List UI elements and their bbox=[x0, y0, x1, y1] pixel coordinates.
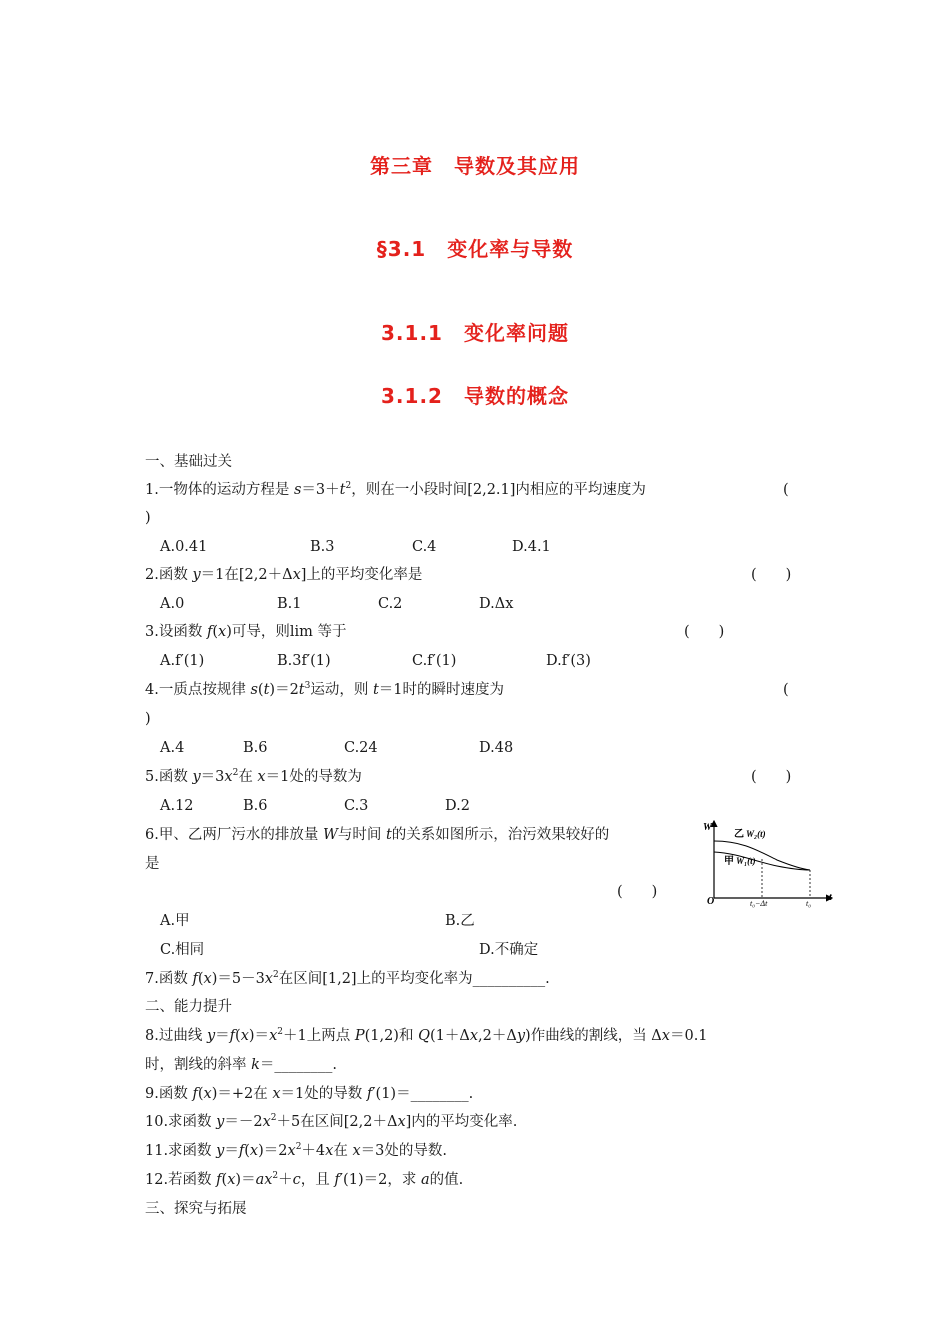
answer-paren-open: ( bbox=[783, 482, 789, 498]
answer-paren-open: ( bbox=[783, 682, 789, 698]
question-11: 11.求函数 $y=f(x)=2x^2+4x$在 x＝3处的导数. bbox=[145, 1142, 447, 1159]
option-d: D.不确定 bbox=[479, 942, 539, 958]
option-a: A.f′(1) bbox=[160, 653, 205, 669]
answer-paren: ( ) bbox=[751, 567, 792, 583]
question-4: 4.一质点按规律 $s(t)=2t^3$运动，则 t＝1时的瞬时速度为 bbox=[145, 681, 505, 698]
option-d: D.f′(3) bbox=[546, 653, 591, 669]
part-1-heading: 一、基础过关 bbox=[145, 454, 232, 470]
subsection-title-2: 3.1.2 导数的概念 bbox=[381, 384, 569, 408]
option-c: C.24 bbox=[344, 740, 378, 756]
answer-paren: ( ) bbox=[684, 624, 725, 640]
answer-paren: ( ) bbox=[751, 769, 792, 785]
option-c: C.2 bbox=[378, 596, 403, 612]
option-b: B.乙 bbox=[445, 913, 475, 929]
option-c: C.3 bbox=[344, 798, 369, 814]
section-title: §3.1 变化率与导数 bbox=[376, 237, 574, 261]
question-6: 6.甲、乙两厂污水的排放量 W与时间 t的关系如图所示，治污效果较好的 bbox=[145, 827, 610, 843]
part-3-heading: 三、探究与拓展 bbox=[145, 1201, 247, 1217]
question-1: 1.一物体的运动方程是 $s=3+t^2$，则在一小段时间[2,2.1]内相应的平均速度为 bbox=[145, 481, 646, 498]
tick-t0: t₀ bbox=[806, 899, 812, 908]
label-w2: W₂(t) bbox=[746, 829, 766, 839]
option-d: D.2 bbox=[445, 798, 470, 814]
subsection-title-1: 3.1.1 变化率问题 bbox=[381, 321, 569, 345]
question-5: 5.函数 $y=3x^2$在 x＝1处的导数为 bbox=[145, 768, 362, 785]
x-axis-label: t bbox=[829, 892, 832, 903]
emission-graph bbox=[702, 816, 842, 911]
question-3: 3.设函数 f(x)可导，则lim 等于 bbox=[145, 624, 347, 640]
option-b: B.6 bbox=[243, 740, 268, 756]
question-10: 10.求函数 $y=-2x^2+5$在区间[2,2＋Δx]内的平均变化率. bbox=[145, 1113, 518, 1130]
question-12: 12.若函数 $f(x)=ax^2+c$，且 f′(1)＝2，求 a的值. bbox=[145, 1171, 464, 1188]
part-2-heading: 二、能力提升 bbox=[145, 999, 232, 1015]
answer-paren-close: ) bbox=[145, 510, 151, 526]
answer-paren: ( ) bbox=[617, 884, 658, 900]
option-a: A.12 bbox=[160, 798, 194, 814]
origin-label: O bbox=[707, 896, 715, 907]
option-d: D.Δx bbox=[479, 596, 514, 612]
label-w1: W₁(t) bbox=[736, 856, 756, 866]
option-c: C.相同 bbox=[160, 942, 205, 958]
label-jia: 甲 bbox=[724, 856, 734, 867]
option-d: D.48 bbox=[479, 740, 514, 756]
option-d: D.4.1 bbox=[512, 539, 551, 555]
option-b: B.3f′(1) bbox=[277, 653, 331, 669]
question-8-line2: 时，割线的斜率 k＝________. bbox=[145, 1057, 338, 1073]
question-6-line2: 是 bbox=[145, 856, 160, 872]
label-yi: 乙 bbox=[734, 829, 744, 840]
option-b: B.1 bbox=[277, 596, 302, 612]
question-2: 2.函数 y＝1在[2,2＋Δx]上的平均变化率是 bbox=[145, 567, 423, 583]
option-a: A.0.41 bbox=[160, 539, 208, 555]
question-8: 8.过曲线 $y=f(x)=x^2+1$上两点 P(1,2)和 Q(1＋Δx,2＋Δy)作曲线的割线，当 Δx＝0.1 bbox=[145, 1027, 708, 1044]
answer-paren-close: ) bbox=[145, 711, 151, 727]
option-a: A.0 bbox=[160, 596, 185, 612]
tick-t0-dt: t₀−Δt bbox=[750, 899, 768, 908]
question-9: 9.函数 f(x)＝+2在 x＝1处的导数 f′(1)＝________. bbox=[145, 1086, 474, 1102]
chapter-title: 第三章 导数及其应用 bbox=[370, 154, 580, 178]
option-b: B.6 bbox=[243, 798, 268, 814]
option-b: B.3 bbox=[310, 539, 335, 555]
y-axis-label: W bbox=[703, 822, 712, 833]
question-7: 7.函数 $f(x)=5-3x^2$在区间[1,2]上的平均变化率为__________. bbox=[145, 970, 550, 987]
option-a: A.甲 bbox=[160, 913, 190, 929]
option-c: C.4 bbox=[412, 539, 437, 555]
option-c: C.f′(1) bbox=[412, 653, 457, 669]
option-a: A.4 bbox=[160, 740, 185, 756]
